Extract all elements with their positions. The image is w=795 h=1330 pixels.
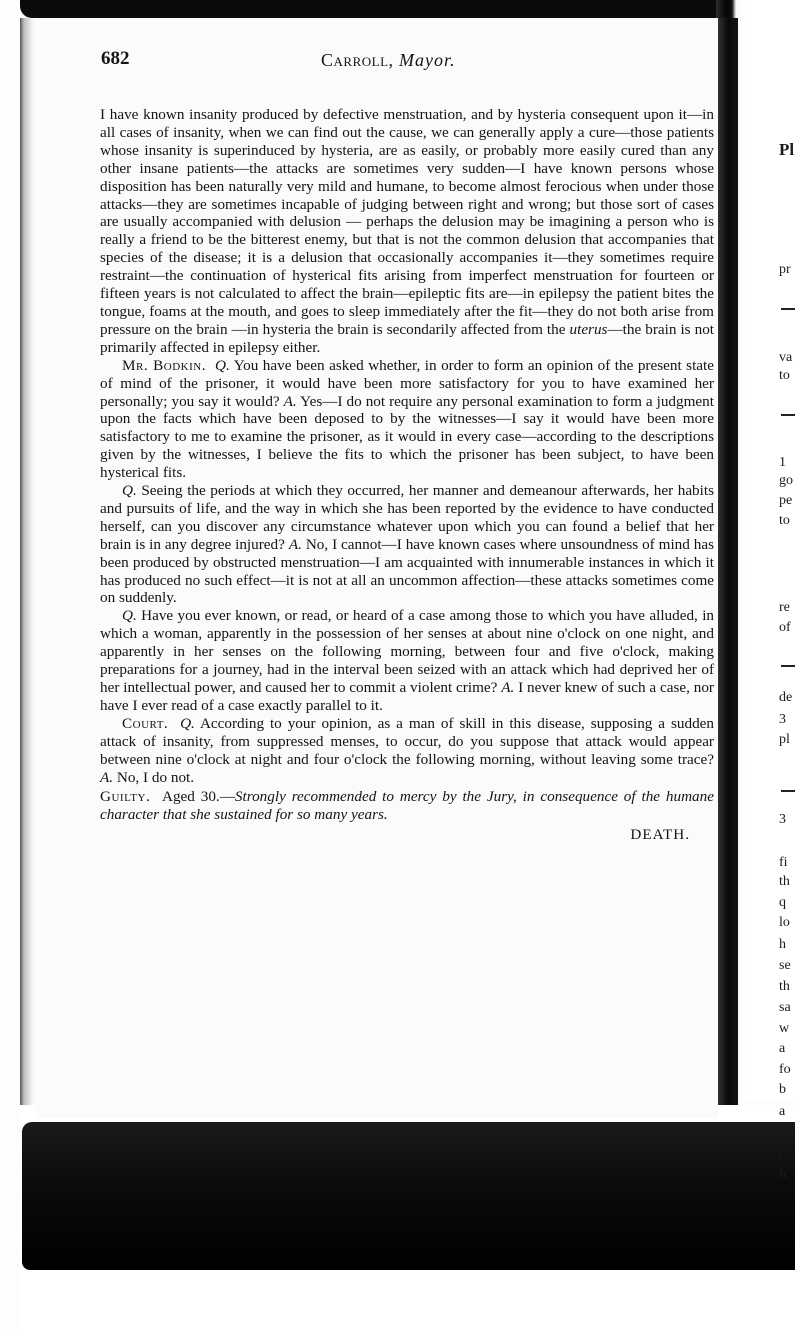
next-page-text-fragment: Pl	[779, 140, 795, 159]
speaker-label: Court.	[122, 714, 169, 732]
scanned-page	[36, 18, 718, 1118]
next-page-text-fragment: lo	[779, 915, 790, 930]
next-page-rule-fragment	[781, 665, 795, 667]
page-edge-left	[20, 18, 36, 1273]
running-head-name: Carroll,	[321, 50, 394, 70]
next-page-text-fragment: to	[779, 513, 790, 528]
verdict-label: Guilty.	[100, 788, 151, 806]
next-page-text-fragment: to	[779, 368, 790, 383]
next-page-text-fragment: a	[779, 1104, 786, 1119]
speaker-label: Mr. Bodkin.	[122, 356, 206, 374]
next-page-text-fragment: a	[779, 1041, 786, 1056]
next-page-text-fragment: fo	[779, 1062, 791, 1077]
next-page-text-fragment: h	[779, 1167, 786, 1182]
next-page-text-fragment: th	[779, 874, 790, 889]
running-head	[321, 50, 456, 71]
next-page-text-fragment: re	[779, 600, 790, 615]
verdict	[100, 788, 714, 824]
sentence: DEATH.	[630, 826, 690, 844]
verdict-recommendation: Strongly recommended to mercy by the Jury, in consequence of the humane character that she sustained for so many years.	[100, 788, 714, 824]
body-text	[100, 106, 714, 844]
binding-shadow-bottom	[22, 1122, 795, 1270]
next-page-text-fragment: se	[779, 958, 791, 973]
next-page-text-fragment: pe	[779, 493, 793, 508]
next-page-text-fragment: 3	[779, 712, 786, 727]
paragraph-bodkin-question: Mr. Bodkin. Q. You have been asked whether, in order to form an opinion of the present state of mind of the prisoner, it would have been more satisfactory for you to have examined her personally; you say it would? A. Yes—I do not require any personal examination to form a judgment upon the facts which have been deposed to by the witnesses—I say it would have been more satisfactory to me to examine the prisoner, as it would in every case—according to the descriptions given by the witnesses, I believe the fits to which the prisoner has been subject, to have been hysterical fits.	[100, 356, 715, 482]
paragraph-question-periods: Q. Seeing the periods at which they occurred, her manner and demeanour afterwards, her habits and pursuits of life, and the way in which she has been reported by the evidence to have conducted herself, can you discover any circumstance whatever upon which you can found a belief that her brain is in any degree injured? A. No, I cannot—I have known cases where unsoundness of mind has been produced by obstructed menstruation—I am acquainted with innumerable instances in which it has produced no such effect—it is not at all an uncommon affection—these attacks sometimes come on suddenly.	[100, 482, 715, 607]
next-page-text-fragment: b	[779, 1082, 786, 1097]
next-page-text-fragment: va	[779, 350, 793, 365]
binding-shadow-top	[20, 0, 795, 18]
book-spine	[716, 18, 738, 1113]
next-page-text-fragment: q	[779, 895, 786, 910]
page-header	[101, 48, 701, 78]
running-head-title: Mayor.	[399, 50, 456, 70]
next-page-text-fragment: pr	[779, 262, 791, 277]
page-number: 682	[101, 48, 130, 69]
next-page-text-fragment: go	[779, 473, 793, 488]
next-page-rule-fragment	[781, 790, 795, 792]
next-page-text-fragment: pl	[779, 732, 790, 747]
next-page-text-fragment: w	[779, 1021, 790, 1036]
next-page-text-fragment: 1	[779, 455, 786, 470]
next-page-text-fragment: c	[779, 1147, 786, 1162]
next-page-text-fragment: fi	[779, 855, 788, 870]
next-page-text-fragment: 3	[779, 812, 786, 827]
next-page-text-fragment: de	[779, 690, 793, 705]
paragraph-testimony: I have known insanity produced by defective menstruation, and by hysteria consequent upon it—in all cases of insanity, when we can find out the cause, we can generally apply a cure—those patients whose insanity is superinduced by hysteria, are as easily, or probably more easily cured than any other insane patients—the attacks are sometimes very sudden—I have known persons whose disposition has been naturally very mild and humane, to become almost ferocious when under those attacks—they are sometimes incapable of judging between right and wrong; but those sort of cases are usually accompanied with delusion — perhaps the delusion may be imagining a person who is really a friend to be the bitterest enemy, but that is not the common delusion that accompanies that species of the disease; it is a delusion that occasionally accompanies it—they sometimes require restraint—the continuation of hysterical fits arising from imperfect menstruation for fourteen or fifteen years is not calculated to affect the brain—epileptic fits are—in epilepsy the patient bites the tongue, foams at the mouth, and goes to sleep immediately after the fit—they do not both arise from pressure on the brain —in hysteria the brain is secondarily affected from the uterus—the brain is not primarily affected in epilepsy either.	[100, 106, 715, 356]
paragraph-question-case: Q. Have you ever known, or read, or heard of a case among those to which you have alluded, in which a woman, apparently in the possession of her senses at about nine o'clock on one night, and apparently in her senses on the following morning, between four and five o'clock, making preparations for a journey, had in the interval been seized with an attack which had deprived her of her intellectual power, and caused her to commit a violent crime? A. I never knew of such a case, nor have I ever read of a case exactly parallel to it.	[100, 607, 715, 714]
next-page-text-fragment: sa	[779, 1000, 791, 1015]
next-page-rule-fragment	[781, 414, 795, 416]
next-page-rule-fragment	[781, 308, 795, 310]
italic-term: uterus	[569, 320, 608, 338]
verdict-age: Aged 30.—	[161, 788, 235, 806]
next-page-text-fragment: of	[779, 620, 791, 635]
next-page-text-fragment: th	[779, 979, 790, 994]
paragraph-court-question: Court. Q. According to your opinion, as a man of skill in this disease, supposing a sudden attack of insanity, from suppressed menses, to occur, do you suppose that attack would appear between nine o'clock at night and four o'clock the following morning, without leaving some trace? A. No, I do not.	[100, 714, 715, 786]
next-page-text-fragment: h	[779, 937, 786, 952]
